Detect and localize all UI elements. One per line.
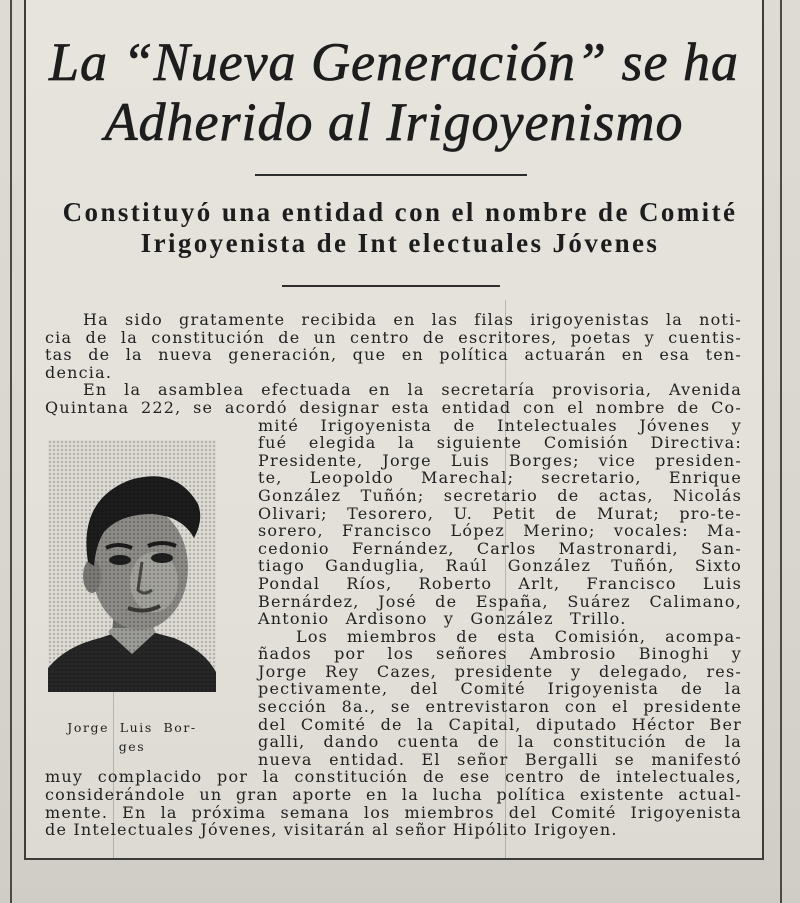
text-line: Antonio Ardisono y González Trillo. bbox=[258, 609, 627, 629]
text-line: mente. En la próxima semana los miembros del Comité Irigoyenista bbox=[45, 802, 742, 822]
text-line: Jorge Rey Cazes, presidente y delegado, res- bbox=[258, 661, 742, 681]
caption-line-2: ges bbox=[118, 739, 146, 754]
headline bbox=[26, 32, 762, 152]
portrait-photo bbox=[48, 440, 216, 692]
headline-rule bbox=[255, 174, 527, 176]
headline-line-2: Adherido al Irigoyenismo bbox=[104, 92, 684, 152]
text-line: muy complacido por la constitución de ese centro de intelectuales, bbox=[45, 767, 742, 787]
text-line: tiago Ganduglia, Raúl González Tuñón, Sixto bbox=[258, 556, 742, 576]
text-line: Los miembros de esta Comisión, acompa- bbox=[296, 626, 742, 646]
text-line: tas de la nueva generación, que en política actuarán en esa ten- bbox=[45, 345, 742, 365]
text-line: González Tuñón; secretario de actas, Nicolás bbox=[258, 485, 742, 505]
text-line: del Comité de la Capital, diputado Héctor Ber bbox=[258, 714, 742, 734]
text-line: Presidente, Jorge Luis Borges; vice presiden- bbox=[258, 450, 742, 470]
text-line: sección 8a., se entrevistaron con el presidente bbox=[258, 697, 742, 717]
text-line: En la asamblea efectuada en la secretaría provisoria, Avenida bbox=[83, 380, 742, 400]
text-line: dencia. bbox=[45, 362, 113, 382]
text-line: Bernárdez, José de España, Suárez Calimano, bbox=[258, 591, 742, 611]
photo-caption bbox=[48, 718, 216, 756]
halftone-overlay bbox=[48, 440, 216, 692]
text-line: pectivamente, del Comité Irigoyenista de la bbox=[258, 679, 742, 699]
subheadline bbox=[40, 197, 760, 259]
text-line: galli, dando cuenta de la constitución de la bbox=[258, 732, 742, 752]
text-line: te, Leopoldo Marechal; secretario, Enrique bbox=[258, 468, 742, 488]
paragraph-1 bbox=[45, 311, 742, 381]
text-line: ñados por los señores Ambrosio Binoghi y bbox=[258, 644, 742, 664]
text-line: Ha sido gratamente recibida en las filas irigoyenistas la noti- bbox=[83, 310, 742, 329]
text-line: considerándole un gran aporte en la lucha política existente actual- bbox=[45, 785, 742, 805]
text-line: mité Irigoyenista de Intelectuales Jóvenes y bbox=[258, 415, 742, 435]
column-rule-right bbox=[780, 0, 782, 903]
text-line: Quintana 222, se acordó designar esta entidad con el nombre de Co- bbox=[45, 397, 742, 417]
text-line: de Intelectuales Jóvenes, visitarán al señor Hipólito Irigoyen. bbox=[45, 820, 618, 840]
text-line: Olivari; Tesorero, U. Petit de Murat; pro-te- bbox=[258, 503, 742, 523]
caption-line-1: Jorge Luis Bor- bbox=[67, 720, 197, 735]
subheadline-rule bbox=[282, 285, 500, 287]
headline-line-1: La “Nueva Generación” se ha bbox=[49, 32, 739, 92]
text-line: Pondal Ríos, Roberto Arlt, Francisco Luis bbox=[258, 573, 742, 593]
text-line: nueva entidad. El señor Bergalli se manifestó bbox=[258, 749, 742, 769]
column-rule-left bbox=[10, 0, 12, 903]
subheadline-line-1: Constituyó una entidad con el nombre de Comité bbox=[62, 197, 738, 227]
subheadline-line-2: Irigoyenista de Int electuales Jóvenes bbox=[140, 228, 660, 258]
text-line: cedonio Fernández, Carlos Mastronardi, San- bbox=[258, 538, 742, 558]
text-line: fué elegida la siguiente Comisión Directiva: bbox=[258, 433, 742, 453]
text-line: cia de la constitución de un centro de escritores, poetas y cuentis- bbox=[45, 327, 742, 347]
text-line: sorero, Francisco López Merino; vocales: Ma- bbox=[258, 521, 742, 541]
